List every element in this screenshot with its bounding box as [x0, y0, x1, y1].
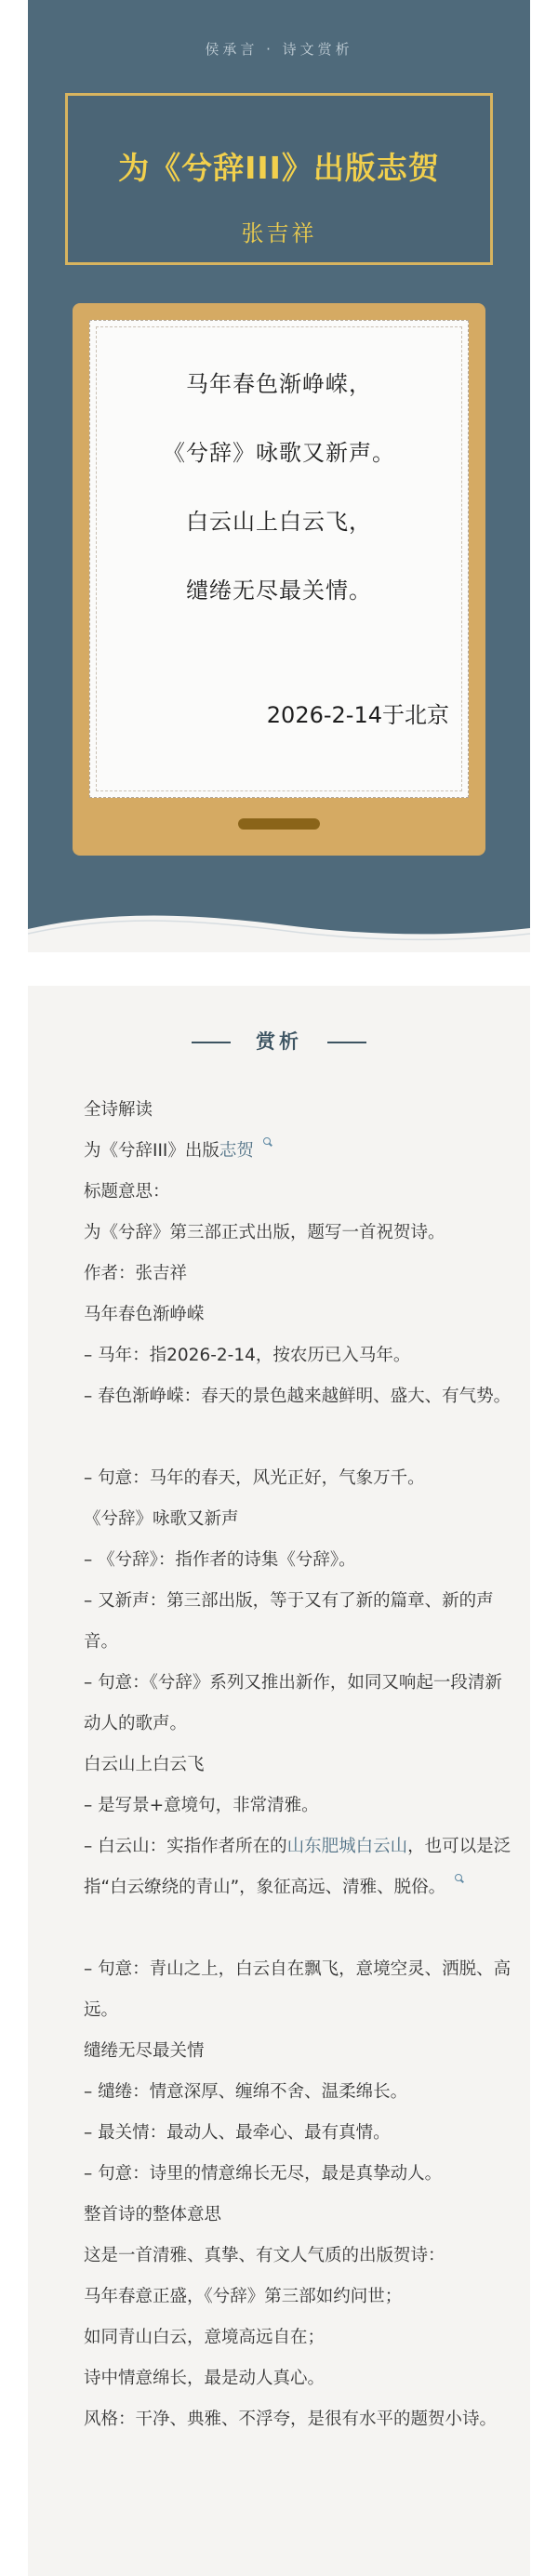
paragraph-11: – 《兮辞》：指作者的诗集《兮辞》。	[84, 1550, 356, 1570]
appreciation-section	[28, 986, 530, 2576]
paragraph-8: – 春色渐峥嵘：春天的景色越来越鲜明、盛大、有气势。	[84, 1387, 512, 1406]
search-icon[interactable]	[455, 1874, 464, 1883]
paragraph-17: – 句意：青山之上，白云自在飘飞，意境空灵、洒脱、高远。	[84, 1959, 512, 2020]
poem-line-1: 马年春色渐峥嵘，	[186, 371, 372, 397]
paragraph-22: 整首诗的整体意思	[84, 2205, 222, 2224]
hero-card	[28, 0, 530, 952]
poem-title: 为《兮辞III》出版志贺	[118, 150, 440, 186]
hero-topline: 侯承言 · 诗文赏析	[205, 41, 353, 58]
paragraph-7: – 马年：指2026-2-14，按农历已入马年。	[84, 1346, 411, 1365]
paragraph-4: 为《兮辞》第三部正式出版，题写一首祝贺诗。	[84, 1223, 445, 1242]
paragraph-12: – 又新声：第三部出版，等于又有了新的篇章、新的声音。	[84, 1591, 494, 1652]
poem-frame-bar	[238, 818, 320, 830]
poem-frame	[73, 303, 485, 856]
poem-date: 2026-2-14于北京	[266, 702, 449, 728]
poem-author: 张吉祥	[241, 220, 317, 246]
paragraph-5: 作者：张吉祥	[84, 1264, 188, 1283]
paragraph-3: 标题意思：	[84, 1182, 170, 1202]
poem-paper	[89, 320, 469, 798]
paragraph-2-text: 为《兮辞III》出版志贺	[84, 1141, 254, 1161]
heading-text: 赏析	[256, 1030, 302, 1053]
heading-left-line	[192, 1042, 231, 1043]
poem-line-2: 《兮辞》咏歌又新声。	[163, 440, 395, 466]
paragraph-21: – 句意：诗里的情意绵长无尽，最是真挚动人。	[84, 2164, 443, 2184]
inline-link[interactable]: 志贺	[219, 1141, 254, 1161]
paragraph-9: – 句意：马年的春天，风光正好，气象万千。	[84, 1468, 425, 1488]
poem-line-4: 缱绻无尽最关情。	[186, 578, 372, 604]
title-box	[65, 93, 493, 265]
paragraph-18: 缱绻无尽最关情	[84, 2041, 205, 2061]
poem-line-3: 白云山上白云飞，	[186, 509, 372, 535]
heading-right-line	[327, 1042, 366, 1043]
paragraph-16-text: – 白云山：实指作者所在的山东肥城白云山，也可以是泛指“白云缭绕的青山”，象征高远、清雅、脱俗。	[84, 1837, 512, 1897]
appreciation-heading	[28, 1027, 530, 1055]
paragraph-16	[45, 1826, 513, 1908]
search-icon[interactable]	[263, 1137, 272, 1147]
wave-divider	[28, 896, 530, 952]
paragraph-15: – 是写景+意境句，非常清雅。	[84, 1796, 319, 1815]
paragraph-23: 这是一首清雅、真挚、有文人气质的出版贺诗：	[84, 2246, 445, 2265]
paragraph-6: 马年春色渐峥嵘	[84, 1305, 205, 1324]
paragraph-27: 风格：干净、典雅、不浮夸，是很有水平的题贺小诗。	[84, 2410, 498, 2429]
paragraph-20: – 最关情：最动人、最牵心、最有真情。	[84, 2123, 391, 2143]
paragraph-19: – 缱绻：情意深厚、缠绵不舍、温柔绵长。	[84, 2082, 408, 2102]
paragraph-10: 《兮辞》咏歌又新声	[84, 1509, 239, 1529]
paragraph-26: 诗中情意绵长，最是动人真心。	[84, 2369, 326, 2388]
inline-link[interactable]: 山东肥城白云山	[286, 1837, 408, 1856]
paragraph-2	[45, 1131, 513, 1172]
paragraph-25: 如同青山白云，意境高远自在；	[84, 2328, 326, 2347]
paragraph-14: 白云山上白云飞	[84, 1755, 205, 1774]
paragraph-24: 马年春意正盛，《兮辞》第三部如约问世；	[84, 2287, 403, 2306]
paragraph-1: 全诗解读	[84, 1100, 153, 1120]
paragraph-13: – 句意：《兮辞》系列又推出新作，如同又响起一段清新动人的歌声。	[84, 1673, 502, 1733]
